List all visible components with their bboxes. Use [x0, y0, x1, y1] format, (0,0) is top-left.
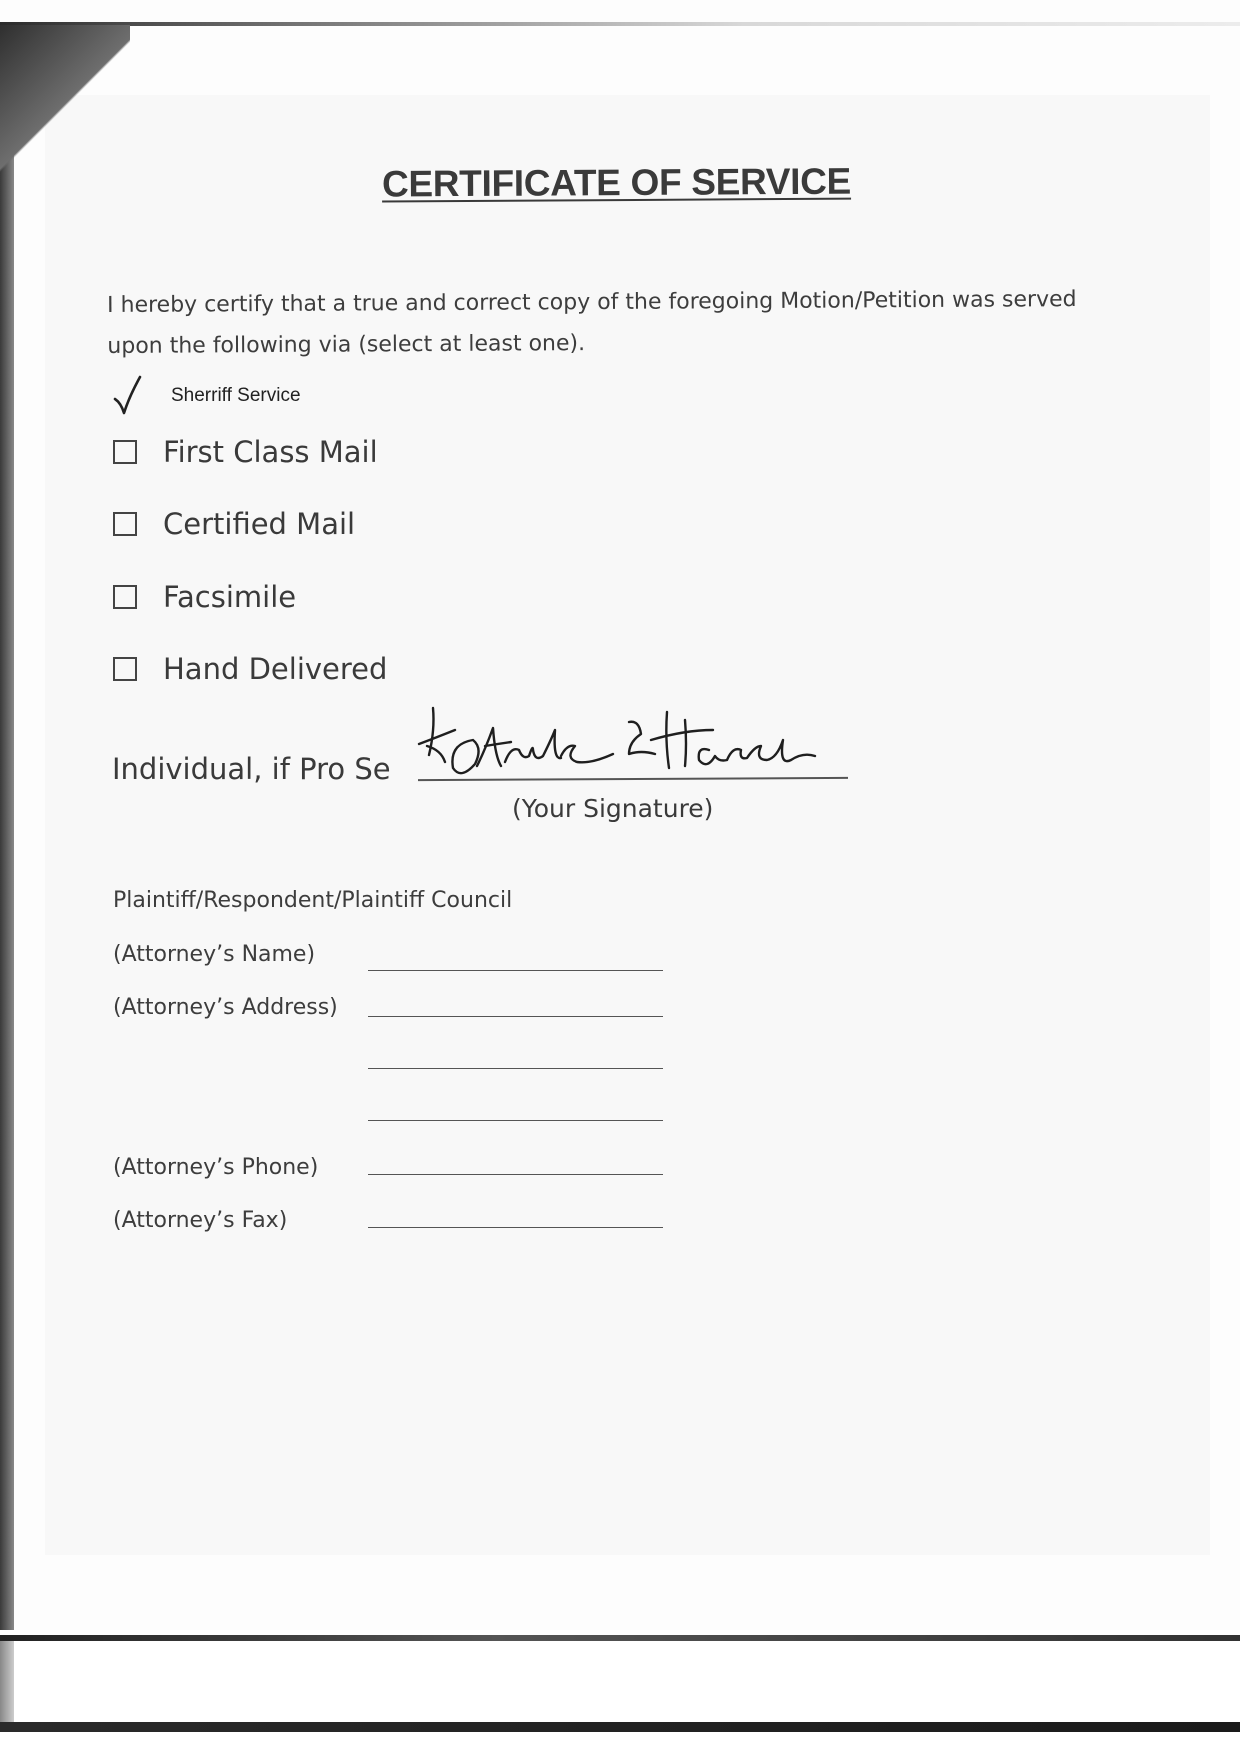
attorney-name-line[interactable]: [368, 970, 663, 971]
attorney-fax-line[interactable]: [368, 1227, 663, 1228]
option-label: Facsimile: [163, 580, 297, 614]
checkbox[interactable]: [113, 440, 137, 464]
attorney-address-line-3[interactable]: [368, 1120, 663, 1121]
certification-line-1: I hereby certify that a true and correct copy of the foregoing Motion/Petition was served: [107, 287, 1077, 318]
attorney-address-line-2[interactable]: [368, 1068, 663, 1069]
option-label: First Class Mail: [163, 435, 378, 469]
attorney-address-line-1[interactable]: [368, 1016, 663, 1017]
option-sheriff-service[interactable]: [113, 376, 301, 416]
option-label: Sherriff Service: [171, 385, 301, 406]
attorney-fax-label: (Attorney’s Fax): [113, 1208, 288, 1233]
checkbox[interactable]: [113, 657, 137, 681]
attorney-phone-label: (Attorney’s Phone): [113, 1155, 319, 1180]
pro-se-label: Individual, if Pro Se: [112, 752, 391, 786]
option-hand-delivered[interactable]: [113, 649, 387, 689]
attorney-section-heading: Plaintiff/Respondent/Plaintiff Council: [113, 888, 513, 913]
option-certified-mail[interactable]: [113, 504, 355, 544]
checkbox[interactable]: [113, 585, 137, 609]
checkbox[interactable]: [113, 512, 137, 536]
signature-caption: (Your Signature): [512, 794, 714, 823]
attorney-address-label: (Attorney’s Address): [113, 995, 338, 1020]
certification-statement: [107, 279, 1127, 367]
option-facsimile[interactable]: [113, 577, 296, 617]
checkmark-icon: [113, 375, 159, 417]
attorney-phone-line[interactable]: [368, 1174, 663, 1175]
certification-line-2: upon the following via (select at least one).: [107, 331, 586, 359]
page-title: CERTIFICATE OF SERVICE: [381, 160, 852, 205]
option-first-class-mail[interactable]: [113, 432, 378, 472]
option-label: Hand Delivered: [163, 652, 388, 686]
attorney-name-label: (Attorney’s Name): [113, 942, 316, 967]
option-label: Certified Mail: [163, 507, 356, 541]
